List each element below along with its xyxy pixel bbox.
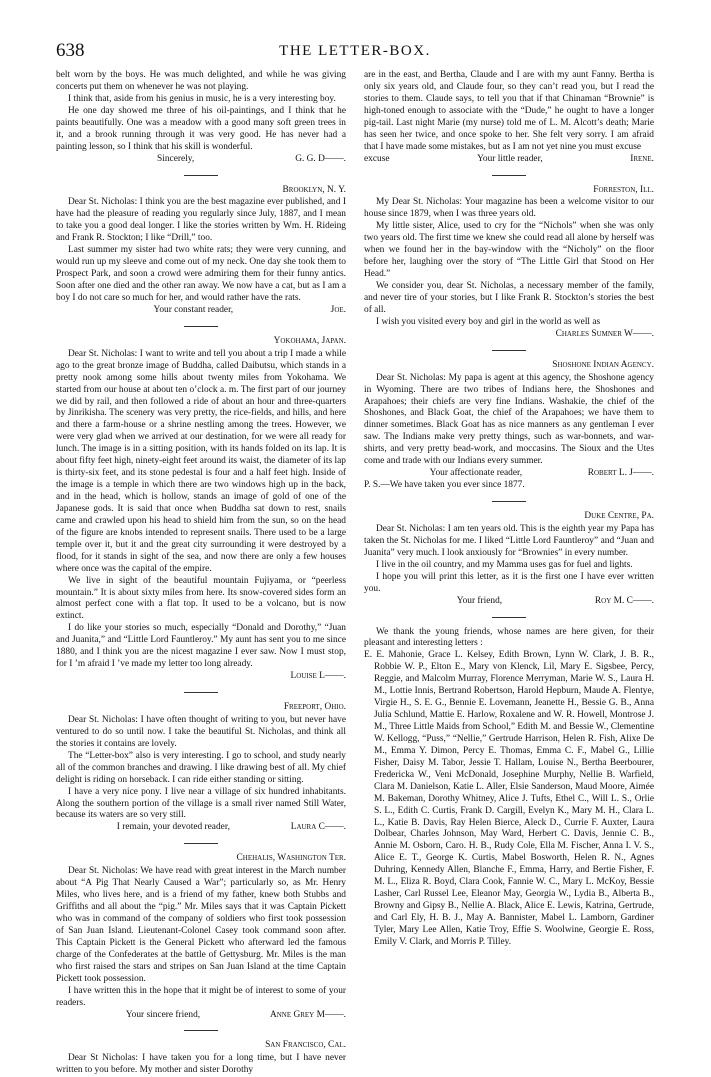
letter-signature (56, 822, 346, 834)
letter-dateline: Duke Centre, Pa. (584, 511, 654, 521)
letter-paragraph: I have a very nice pony. I live near a village of six hundred inhabitants. Along the southern portion of the village is a small river named Still Water, because its waters are so very still. (56, 786, 346, 821)
signature-right: Laura C——. (290, 822, 346, 833)
acknowledged-names: E. E. Mahonie, Grace L. Kelsey, Edith Brown, Lynn W. Clark, J. B. R., Robbie W. P., Elton E., Mary von Klenck, Lil, Mary E. Sigsbee, Percy, Reggie, and Malcolm Murray, Florence Merryman, Marie W. S., Laura H. M., Lottie Innis, Bertrand Robertson, Harold Hepburn, Maude A. Flentye, Virgie H., S. E. G., Bennie E. Lovemann, Jeanette H., Bessie G. B., Anna Julia Schlund, Mattie E. Harlow, Roxalene and W. R. Howell, Montrose J. M., Three Little Maids from School,” Edith M. and Bessie W., Clementine W. Kellogg, “Puss,” “Nellie,” Gertrude Harrison, Helen R. Fish, Alixe De M., Emma Y. Dimon, Percy E. Thomas, Emma C. F., Mabel G., Lillie Fisher, Daisy M. Tabor, Jessie T. Hallam, Louise N., Bertha Beerbourer, Fredericka W., Veni McDonald, Josephine Murphy, Nellie B. Warfield, Clara M. Danielson, Katie L. Aller, Elsie Sanderson, Maud Moore, Aimée M. Bakeman, Dorothy Whitney, Alice J. Tufts, Ethel C., Will L. S., Orlie S. L., Edith C. Curtis, Frank D. Cargill, Evelyn K., Mary M. H., Clara L. L., Katie B. Davis, Ray Helen Bierce, Aleck D., Currie F. Auxter, Laura Dolbear, Charles Johnson, May Ward, Herbert C. Davis, Jennie C. B., Annie M. Osborn, Caro. H. B., Rudy Cole, Ella M. Fischer, Anna I. V. S., Alice E. T., George K. Curtis, Mabel Bosworth, Helen R. N., Agnes Duhring, Kennedy Allen, Blanche F., Emma, Harry, and Bertie Fisher, F. M. L., Eliza R. Boyd, Clara Cook, Fannie W. C., Mary L. McKoy, Bessie Lasher, Carl Russel Lee, Eleanor May, Georgia W., Lydia B., Alberta B., Browny and Gipsy B., Nellie A. Black, Alice E. Lewis, Katrina, Gertrude, and Carl Ely, H. B. J., May A. Bannister, Mabel L. Lamborn, Gardiner Tyler, Mary Lee Allen, Katie Troy, Effie S. Woolwine, Georgie E. Ross, Emily V. Clark, and Morris P. Tilley. (364, 650, 654, 947)
signature-middle: Your friend, (456, 595, 503, 606)
letter-paragraph: I think that, aside from his genius in music, he is a very interesting boy. (68, 93, 336, 104)
signature-right: Joe. (330, 304, 346, 315)
letter-paragraph: I have written this in the hope that it might be of interest to some of your readers. (56, 985, 346, 1008)
signature-middle: Your sincere friend, (125, 1009, 201, 1020)
section-divider (184, 326, 218, 327)
letter-signature (56, 154, 346, 166)
letter-signature (364, 596, 654, 608)
letter-paragraph: Last summer my sister had two white rats; they were very cunning, and would run up my sleeve and come out of my neck. One day she took them to Prospect Park, and soon a crowd were admiring them for their funny antics. Soon after one died and the other ran away. We now have a cat, but as I am a boy I do not care so much for her, and would rather have the rats. (56, 245, 346, 303)
signature-right: Charles Sumner W——. (555, 328, 654, 339)
letter-signature (56, 1010, 346, 1022)
letter-paragraph: My little sister, Alice, used to cry for the “Nichols” when she was only two years old. The first time we knew she could read all alone by herself was when we found her in the bay-window with the “Nicholy” on the floor before her, laughing over the story of “The Little Girl that Stood on Her Head.” (364, 221, 654, 280)
right-column (364, 70, 654, 990)
section-divider (492, 501, 526, 502)
letter-paragraph: Dear St. Nicholas: I think you are the best magazine ever published, and I have had the pleasure of reading you regularly since July, 1887, and I mean to take you a good deal longer. I like the stories written by Wm. H. Rideing and Frank R. Stockton; I like “Drill,” too. (56, 197, 346, 244)
letter-dateline: Chehalis, Washington Ter. (236, 853, 346, 864)
section-divider (184, 1030, 218, 1031)
letter-paragraph: I do like your stories so much, especially “Donald and Dorothy,” “Juan and Juanita,” and “Little Lord Fauntleroy.” My aunt has sent you to me since 1880, and I think you are the nicest magazine I ever saw. Now I must stop, for I ’m afraid I ’ve made my letter too long already. (56, 623, 346, 670)
letter-dateline: San Francisco, Cal. (265, 1040, 346, 1051)
letter-paragraph: He one day showed me three of his oil-paintings, and I think that he paints beautifully. One was a meadow with a good many soft green trees in it, and a brook running through it was very good. He has never had a painting lesson, so I think that his skill is wonderful. (56, 105, 346, 152)
letter-paragraph: are in the east, and Bertha, Claude and I are with my aunt Fanny. Bertha is only six years old, and Claude four, so they can’t read you, but I read the stories to them. Claude says, to tell you that if that Chinaman “Brownie” is high-toned enough to associate with the “Dude,” he ought to have a longer pig-tail. Last night Marie (my nurse) told me of L. M. Alcott’s death; Marie has seen her twice, and once spoke to her. She felt very sorry. I am afraid that I have made some mistakes, but as I am not yet nine you must excuse (364, 70, 654, 152)
page-number: 638 (56, 40, 85, 61)
signature-right: G. G. D——. (295, 153, 346, 164)
letter-signature (364, 468, 654, 480)
letter-paragraph: Dear St. Nicholas: I have often thought of writing to you, but never have ventured to do so until now. I take the beautiful St. Nicholas, and think all the stories it contains are lovely. (56, 714, 346, 749)
letter-paragraph: My Dear St. Nicholas: Your magazine has been a welcome visitor to our house since 1879, when I was three years old. (364, 197, 654, 220)
signature-right: Irene. (630, 153, 654, 164)
letter-paragraph: I live in the oil country, and my Mamma uses gas for fuel and lights. (376, 559, 633, 570)
section-divider (184, 692, 218, 693)
letter-signature (56, 305, 346, 317)
letter-paragraph: Dear St. Nicholas: I am ten years old. This is the eighth year my Papa has taken the St. Nicholas for me. I liked “Little Lord Fauntleroy” and “Juan and Juanita” very much. I look anxiously for “Brownies” in every number. (364, 523, 654, 558)
letter-paragraph: We live in sight of the beautiful mountain Fujiyama, or “peerless mountain.” It is about sixty miles from here. Its snow-covered sides form an almost perfect cone with a flat top. It used to be a volcano, but is now extinct. (56, 575, 346, 622)
letter-signature (56, 671, 346, 683)
letter-paragraph: belt worn by the boys. He was much delighted, and while he was giving concerts put them on whenever he was not playing. (56, 70, 346, 92)
signature-right: Louise L——. (290, 671, 346, 682)
signature-middle: Your constant reader, (153, 304, 234, 315)
letter-paragraph: We consider you, dear St. Nicholas, a necessary member of the family, and never tire of your stories, but I like Frank R. Stockton’s stories the best of all. (364, 281, 654, 315)
left-column (56, 70, 346, 1076)
signature-middle: Sincerely, (157, 153, 195, 164)
section-divider (492, 617, 526, 618)
section-divider (492, 175, 526, 176)
letter-paragraph: I hope you will print this letter, as it is the first one I have ever written you. (364, 571, 654, 594)
letter-paragraph: We thank the young friends, whose names are here given, for their pleasant and interesting letters : (364, 626, 654, 649)
letter-dateline: Freeport, Ohio. (283, 702, 346, 712)
signature-left: excuse (364, 153, 390, 164)
signature-middle: Your little reader, (477, 153, 543, 164)
signature-middle: I remain, your devoted reader, (116, 822, 230, 833)
section-divider (184, 843, 218, 844)
letter-paragraph: The “Letter-box” also is very interesting. I go to school, and study nearly all of the common branches and drawing. I like drawing best of all. My chief delight is riding on horseback. I can ride either standing or sitting. (56, 750, 346, 785)
section-divider (492, 350, 526, 351)
letter-dateline: Brooklyn, N. Y. (282, 184, 346, 195)
page-header (56, 40, 654, 64)
letter-signature (364, 154, 654, 166)
letter-dateline: Yokohama, Japan. (273, 335, 346, 346)
letter-dateline: Forreston, Ill. (593, 184, 654, 195)
letter-paragraph: Dear St. Nicholas: We have read with great interest in the March number about “A Pig That Nearly Caused a War”; particularly so, as Mr. Henry Miles, who lives here, and is a friend of my father, knew both Stubbs and Griffiths and all about the “pig.” Mr. Miles says that it was Captain Pickett who was in command of the company of soldiers who first took possession of San Juan Island. Lieutenant-Colonel Casey took command soon after. This Captain Pickett is the General Pickett who afterward led the famous charge of the Confederates at the battle of Gettysburg. Mr. Miles is the man who first raised the stars and stripes on San Juan Island at the time Captain Pickett took possession. (56, 866, 346, 984)
letter-paragraph: Dear St Nicholas: I have taken you for a long time, but I have never written to you before. My mother and sister Dorothy (56, 1053, 346, 1076)
section-divider (184, 175, 218, 176)
letter-signature (364, 329, 654, 341)
letter-paragraph: I wish you visited every boy and girl in the world as well as (376, 316, 601, 327)
letter-paragraph: Dear St. Nicholas: My papa is agent at this agency, the Shoshone agency in Wyoming. There are two tribes of Indians here, the Shoshones and Arapahoes; their chiefs are very fine Indians. Washakie, the chief of the Shoshones, and Black Goat, the chief of the Arapahoes; we have them to dinner sometimes. Black Goat has as nice manners as any gentleman I ever saw. The Indians make very pretty things, such as war-bonnets, and war-shirts, and very pretty bead-work, and moccasins. The Sioux and the Utes come and trade with our Indians every summer. (364, 372, 654, 467)
letter-dateline: Shoshone Indian Agency. (552, 359, 654, 370)
signature-right: Anne Grey M——. (269, 1009, 346, 1020)
signature-right: Roy M. C——. (594, 595, 654, 606)
signature-right: Robert L. J——. (587, 468, 654, 479)
running-head: THE LETTER-BOX. (279, 43, 431, 59)
signature-middle: Your affectionate reader, (429, 468, 523, 479)
letter-paragraph: Dear St. Nicholas: I want to write and tell you about a trip I made a while ago to the great bronze image of Buddha, called Daibutsu, which stands in a pretty nook among some hills about twenty miles from Yokohama. We started from our house at about ten o’clock a. m. The first part of our journey we did by rail, and then followed a ride of about an hour and three-quarters by Jinrikisha. The scenery was very pretty, the rice-fields, and hills, and here and there a farm-house or a shrine nestling among the trees. However, we were very glad when we arrived at our destination, for we were all ready for lunch. The image is in a sitting position, with its hands folded on its lap. It is about fifty feet high, ninety-eight feet around its waist, the diameter of its lap is thirty-six feet, and its stone pedestal is four and a half feet high. Inside of the image is a temple in which there are two windows high up in the back, and in the head, which is hollow, stands an image of gold of one of the Japanese gods. It is said that once when Buddha sat down to rest, snails came and crawled upon his head to shield him from the sun, so on the head of the figure are knobs intended to represent snails. There used to be a large temple over it, but it and the great city surrounding it were destroyed by a flood, for it stands in sight of the sea, and now there are only a few houses where once was the capital of the empire. (56, 348, 346, 574)
letter-paragraph: P. S.—We have taken you ever since 1877. (364, 480, 525, 491)
